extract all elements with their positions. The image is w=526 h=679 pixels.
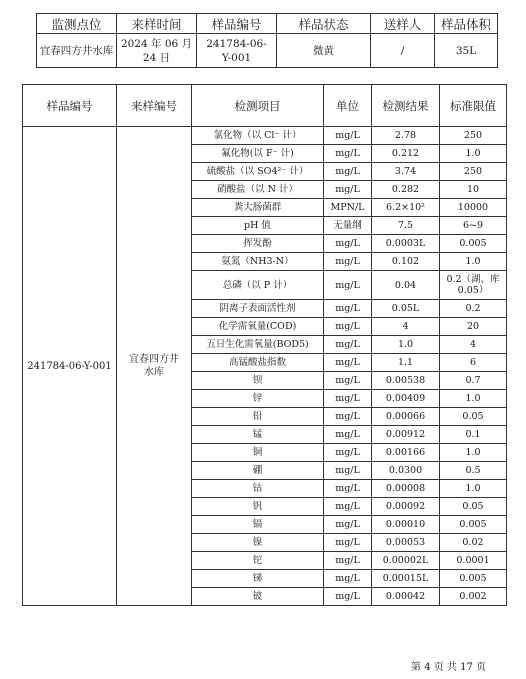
cell-limit: 0.002 — [440, 588, 507, 606]
cell-limit: 250 — [440, 163, 507, 181]
cell-limit: 1.0 — [440, 444, 507, 462]
cell-limit: 20 — [440, 318, 507, 336]
cell-limit: 0.05 — [440, 408, 507, 426]
cell-item: 锌 — [192, 390, 324, 408]
cell-item: 硫酸盐（以 SO4²⁻ 计） — [192, 163, 324, 181]
info-header-row — [37, 14, 498, 34]
results-body — [23, 127, 507, 606]
cell-item: 锰 — [192, 426, 324, 444]
cell-item: pH 值 — [192, 217, 324, 235]
info-header-cell: 监测点位 — [37, 14, 117, 34]
cell-unit: mg/L — [324, 271, 372, 300]
cell-result: 1.0 — [372, 336, 440, 354]
cell-item: 镍 — [192, 534, 324, 552]
cell-unit: mg/L — [324, 181, 372, 199]
cell-item: 氯化物（以 Cl⁻ 计） — [192, 127, 324, 145]
cell-unit: mg/L — [324, 253, 372, 271]
cell-result: 0.00042 — [372, 588, 440, 606]
cell-unit: mg/L — [324, 444, 372, 462]
cell-limit: 250 — [440, 127, 507, 145]
cell-item: 铊 — [192, 552, 324, 570]
cell-result: 0.00066 — [372, 408, 440, 426]
cell-result: 1.1 — [372, 354, 440, 372]
cell-unit: mg/L — [324, 462, 372, 480]
cell-result: 0.05L — [372, 300, 440, 318]
cell-unit: mg/L — [324, 480, 372, 498]
cell-item: 氟化物(以 F⁻ 计) — [192, 145, 324, 163]
cell-unit: mg/L — [324, 235, 372, 253]
cell-limit: 0.05 — [440, 498, 507, 516]
cell-limit: 0.02 — [440, 534, 507, 552]
cell-limit: 10 — [440, 181, 507, 199]
cell-limit: 0.005 — [440, 570, 507, 588]
cell-unit: mg/L — [324, 552, 372, 570]
cell-limit: 1.0 — [440, 390, 507, 408]
cell-item: 硼 — [192, 462, 324, 480]
cell-item: 铜 — [192, 444, 324, 462]
cell-item: 镉 — [192, 516, 324, 534]
sample-number: 241784-06-Y-001 — [197, 34, 277, 68]
cell-result: 0.00092 — [372, 498, 440, 516]
cell-result: 6.2×10² — [372, 199, 440, 217]
cell-unit: mg/L — [324, 588, 372, 606]
cell-limit: 0.2 — [440, 300, 507, 318]
cell-limit: 0.2（湖、库 0.05） — [440, 271, 507, 300]
sample-info-table — [36, 13, 498, 68]
cell-result: 0.0003L — [372, 235, 440, 253]
cell-result: 0.0300 — [372, 462, 440, 480]
cell-limit: 6~9 — [440, 217, 507, 235]
cell-unit: MPN/L — [324, 199, 372, 217]
results-header-cell: 单位 — [324, 85, 372, 127]
sample-state: 微黄 — [277, 34, 371, 68]
cell-result: 0.00015L — [372, 570, 440, 588]
cell-limit: 1.0 — [440, 480, 507, 498]
cell-item: 硝酸盐（以 N 计） — [192, 181, 324, 199]
cell-result: 4 — [372, 318, 440, 336]
cell-limit: 0.005 — [440, 516, 507, 534]
sample-number-cell: 241784-06-Y-001 — [23, 127, 117, 606]
cell-result: 7.5 — [372, 217, 440, 235]
info-header-cell: 样品体积 — [435, 14, 498, 34]
results-header-cell: 检测结果 — [372, 85, 440, 127]
cell-unit: mg/L — [324, 426, 372, 444]
cell-result: 3.74 — [372, 163, 440, 181]
info-value-row — [37, 34, 498, 68]
cell-unit: mg/L — [324, 336, 372, 354]
results-header-cell: 标准限值 — [440, 85, 507, 127]
cell-result: 0.00002L — [372, 552, 440, 570]
cell-result: 0.212 — [372, 145, 440, 163]
results-header-cell: 样品编号 — [23, 85, 117, 127]
cell-unit: mg/L — [324, 318, 372, 336]
cell-unit: mg/L — [324, 390, 372, 408]
sample-sender: / — [371, 34, 435, 68]
cell-unit: mg/L — [324, 145, 372, 163]
monitoring-point: 宜春四方井水库 — [37, 34, 117, 68]
cell-result: 0.00912 — [372, 426, 440, 444]
cell-item: 阴离子表面活性剂 — [192, 300, 324, 318]
info-header-cell: 来样时间 — [117, 14, 197, 34]
cell-result: 2.78 — [372, 127, 440, 145]
info-header-cell: 样品编号 — [197, 14, 277, 34]
cell-item: 钒 — [192, 498, 324, 516]
cell-result: 0.04 — [372, 271, 440, 300]
page-number: 第 4 页 共 17 页 — [411, 662, 486, 673]
cell-item: 总磷（以 P 计） — [192, 271, 324, 300]
cell-unit: mg/L — [324, 498, 372, 516]
sample-volume: 35L — [435, 34, 498, 68]
cell-limit: 1.0 — [440, 253, 507, 271]
cell-result: 0.00538 — [372, 372, 440, 390]
cell-limit: 0.005 — [440, 235, 507, 253]
cell-unit: 无量纲 — [324, 217, 372, 235]
table-row — [23, 127, 507, 145]
cell-limit: 10000 — [440, 199, 507, 217]
cell-unit: mg/L — [324, 372, 372, 390]
cell-result: 0.00010 — [372, 516, 440, 534]
cell-result: 0.282 — [372, 181, 440, 199]
cell-item: 铍 — [192, 588, 324, 606]
cell-unit: mg/L — [324, 354, 372, 372]
source-number-cell: 宜春四方井水库 — [117, 127, 192, 606]
results-header-row — [23, 85, 507, 127]
cell-result: 0.00409 — [372, 390, 440, 408]
cell-item: 铅 — [192, 408, 324, 426]
cell-unit: mg/L — [324, 163, 372, 181]
cell-result: 0.00053 — [372, 534, 440, 552]
cell-item: 五日生化需氧量(BOD5) — [192, 336, 324, 354]
results-table — [22, 84, 507, 606]
cell-result: 0.00166 — [372, 444, 440, 462]
cell-unit: mg/L — [324, 408, 372, 426]
cell-result: 0.00008 — [372, 480, 440, 498]
cell-limit: 0.5 — [440, 462, 507, 480]
cell-limit: 6 — [440, 354, 507, 372]
cell-limit: 0.7 — [440, 372, 507, 390]
cell-limit: 4 — [440, 336, 507, 354]
info-header-cell: 送样人 — [371, 14, 435, 34]
cell-limit: 1.0 — [440, 145, 507, 163]
cell-item: 钡 — [192, 372, 324, 390]
info-header-cell: 样品状态 — [277, 14, 371, 34]
cell-item: 高锰酸盐指数 — [192, 354, 324, 372]
cell-item: 化学需氧量(COD) — [192, 318, 324, 336]
cell-unit: mg/L — [324, 534, 372, 552]
cell-item: 锑 — [192, 570, 324, 588]
cell-item: 钴 — [192, 480, 324, 498]
cell-unit: mg/L — [324, 300, 372, 318]
sample-arrival-time: 2024 年 06 月 24 日 — [117, 34, 197, 68]
cell-item: 粪大肠菌群 — [192, 199, 324, 217]
cell-unit: mg/L — [324, 516, 372, 534]
cell-limit: 0.1 — [440, 426, 507, 444]
cell-item: 挥发酚 — [192, 235, 324, 253]
cell-unit: mg/L — [324, 127, 372, 145]
cell-item: 氨氮（NH3-N） — [192, 253, 324, 271]
cell-limit: 0.0001 — [440, 552, 507, 570]
cell-unit: mg/L — [324, 570, 372, 588]
cell-result: 0.102 — [372, 253, 440, 271]
results-header-cell: 检测项目 — [192, 85, 324, 127]
results-header-cell: 来样编号 — [117, 85, 192, 127]
